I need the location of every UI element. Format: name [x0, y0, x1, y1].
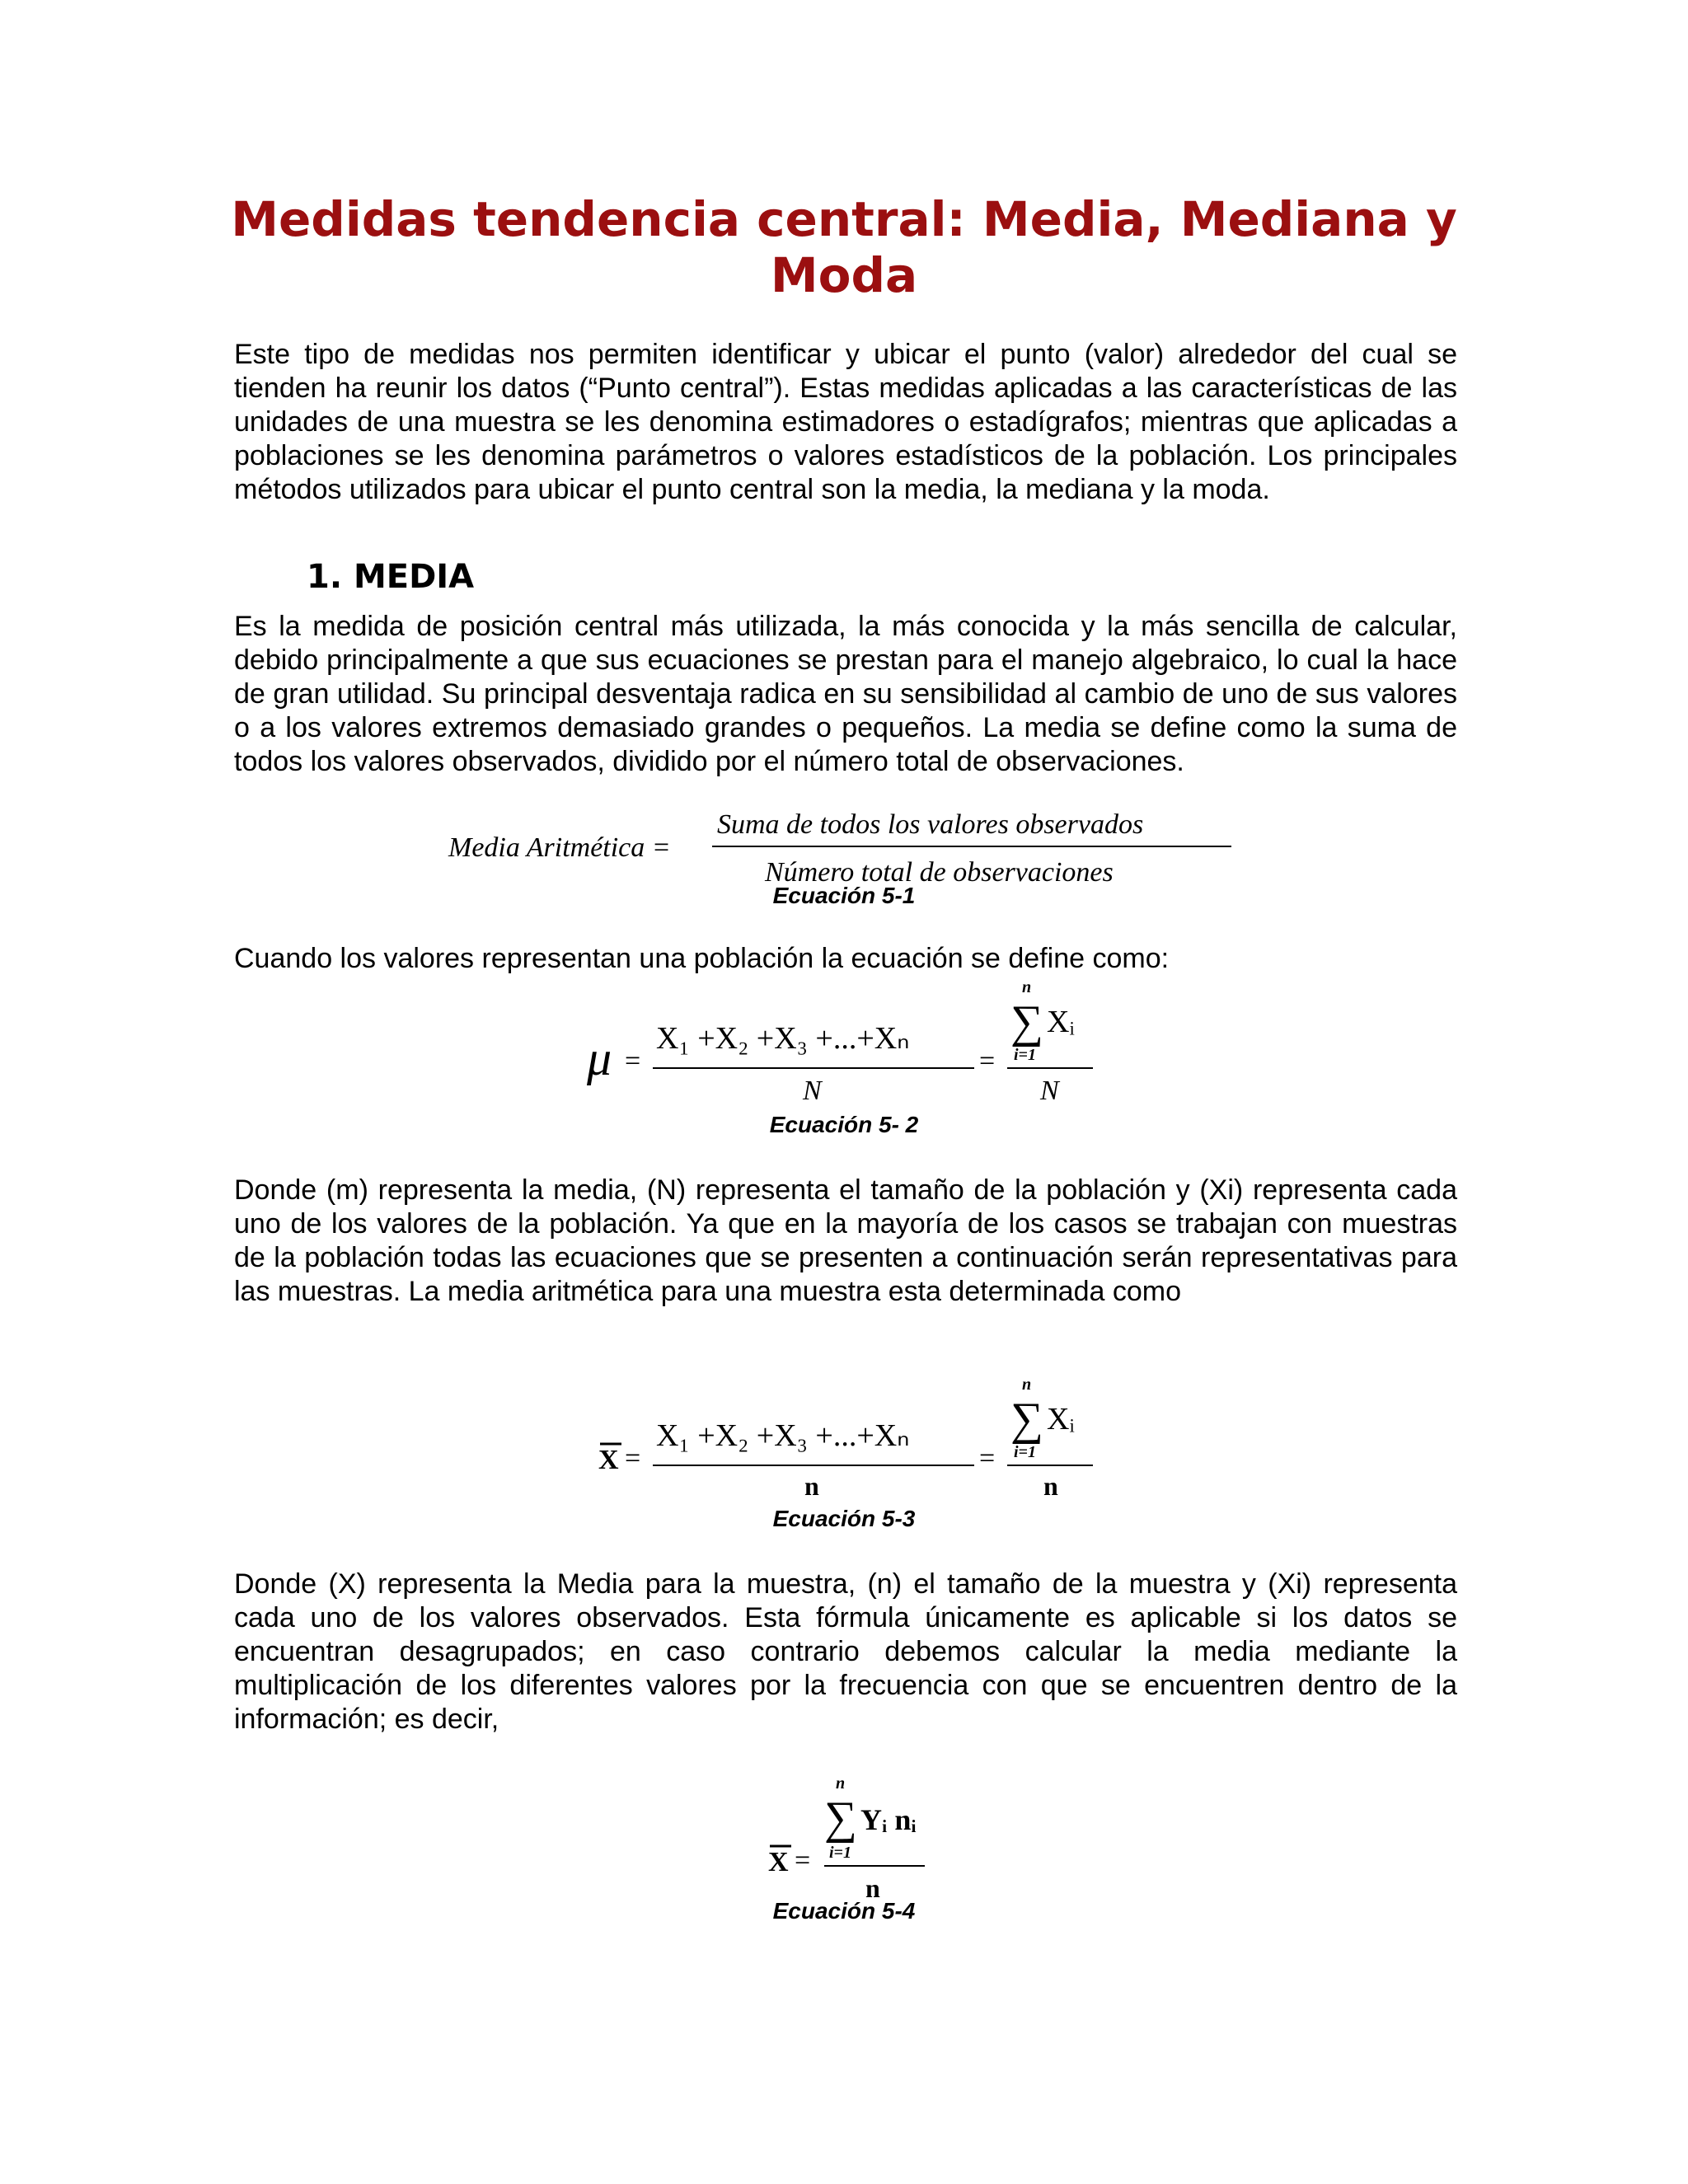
sum-upper-limit: n	[1022, 978, 1032, 996]
section-heading-media: 1. MEDIA	[307, 558, 475, 596]
population-paragraph: Donde (m) representa la media, (N) representa el tamaño de la población y (Xi) representa cada uno de los valores de la población. Ya que en la mayoría de los casos se trabajan con muestras de la población todas las ecuaciones que se presenten a continuación serán representativas para las muestras. La media aritmética para una muestra esta determinada como	[234, 1174, 1457, 1307]
sigma-icon: ∑	[824, 1793, 857, 1844]
equation-2-denominator: N	[803, 1076, 822, 1106]
equation-3-denominator-right: n	[1043, 1471, 1058, 1501]
intro-paragraph: Este tipo de medidas nos permiten identificar y ubicar el punto (valor) alrededor del cual se tienden ha reunir los datos (“Punto central”). Estas medidas aplicadas a las características de las unidades de una muestra se les denomina estimadores o estadígrafos; mientras que aplicadas a poblaciones se les denomina parámetros o valores estadísticos de la población. Los principales métodos utilizados para ubicar el punto central son la media, la mediana y la moda.	[234, 339, 1457, 505]
equation-2-caption: Ecuación 5- 2	[769, 1112, 919, 1137]
x-bar-symbol: X	[598, 1445, 619, 1475]
sum-term: Xᵢ	[1047, 1005, 1075, 1039]
equation-population-mean	[0, 977, 1688, 1109]
equation-1-numerator: Suma de todos los valores observados	[717, 809, 1144, 840]
equation-grouped-mean	[0, 1772, 1688, 1904]
mu-symbol: μ	[587, 1031, 612, 1085]
equals-sign: =	[625, 1046, 641, 1076]
equals-sign: =	[625, 1443, 641, 1474]
equation-1-lhs: Media Aritmética =	[448, 832, 671, 863]
sum-lower-limit: i=1	[1014, 1046, 1036, 1064]
sample-paragraph: Donde (X) representa la Media para la muestra, (n) el tamaño de la muestra y (Xi) representa cada uno de los valores observados. Esta fórmula únicamente es aplicable si los datos se encuentran desagrupados; en caso contrario debemos calcular la media mediante la multiplicación de los diferentes valores por la frecuencia con que se encuentren dentro de la información; es decir,	[234, 1568, 1457, 1735]
equation-4-caption: Ecuación 5-4	[772, 1898, 916, 1924]
page-title: Medidas tendencia central: Media, Mediana y Moda	[231, 191, 1457, 303]
equation-3-caption: Ecuación 5-3	[772, 1506, 916, 1531]
sum-term: Xᵢ	[1047, 1402, 1075, 1436]
population-intro: Cuando los valores representan una población la ecuación se define como:	[234, 943, 1170, 974]
sum-upper-limit: n	[1022, 1376, 1032, 1394]
equation-sample-mean	[0, 1375, 1688, 1507]
equation-1-caption: Ecuación 5-1	[772, 883, 916, 908]
sum-lower-limit: i=1	[829, 1844, 851, 1862]
equation-2-numerator: X₁ +X₂ +X₃ +...+Xₙ	[656, 1021, 910, 1056]
sum-upper-limit: n	[836, 1774, 846, 1793]
x-bar-symbol: X	[768, 1847, 789, 1877]
equation-media-aritmetica	[0, 799, 1688, 890]
equals-sign: =	[795, 1845, 811, 1876]
sigma-icon: ∑	[1010, 1394, 1043, 1445]
equation-3-numerator: X₁ +X₂ +X₃ +...+Xₙ	[656, 1418, 910, 1453]
equation-3-denominator: n	[804, 1471, 819, 1501]
sum-term: Yᵢ nᵢ	[860, 1803, 917, 1836]
equation-1-denominator: Número total de observaciones	[765, 857, 1114, 888]
sum-lower-limit: i=1	[1014, 1443, 1036, 1461]
equation-4-denominator: n	[865, 1873, 880, 1903]
equals-sign: =	[979, 1046, 996, 1076]
media-paragraph: Es la medida de posición central más utilizada, la más conocida y la más sencilla de calcular, debido principalmente a que sus ecuaciones se prestan para el manejo algebraico, lo cual la hace de gran utilidad. Su principal desventaja radica en su sensibilidad al cambio de uno de sus valores o a los valores extremos demasiado grandes o pequeños. La media se define como la suma de todos los valores observados, dividido por el número total de observaciones.	[234, 611, 1457, 777]
sigma-icon: ∑	[1010, 996, 1043, 1047]
equals-sign: =	[979, 1443, 996, 1474]
equation-2-denominator-right: N	[1040, 1076, 1059, 1106]
